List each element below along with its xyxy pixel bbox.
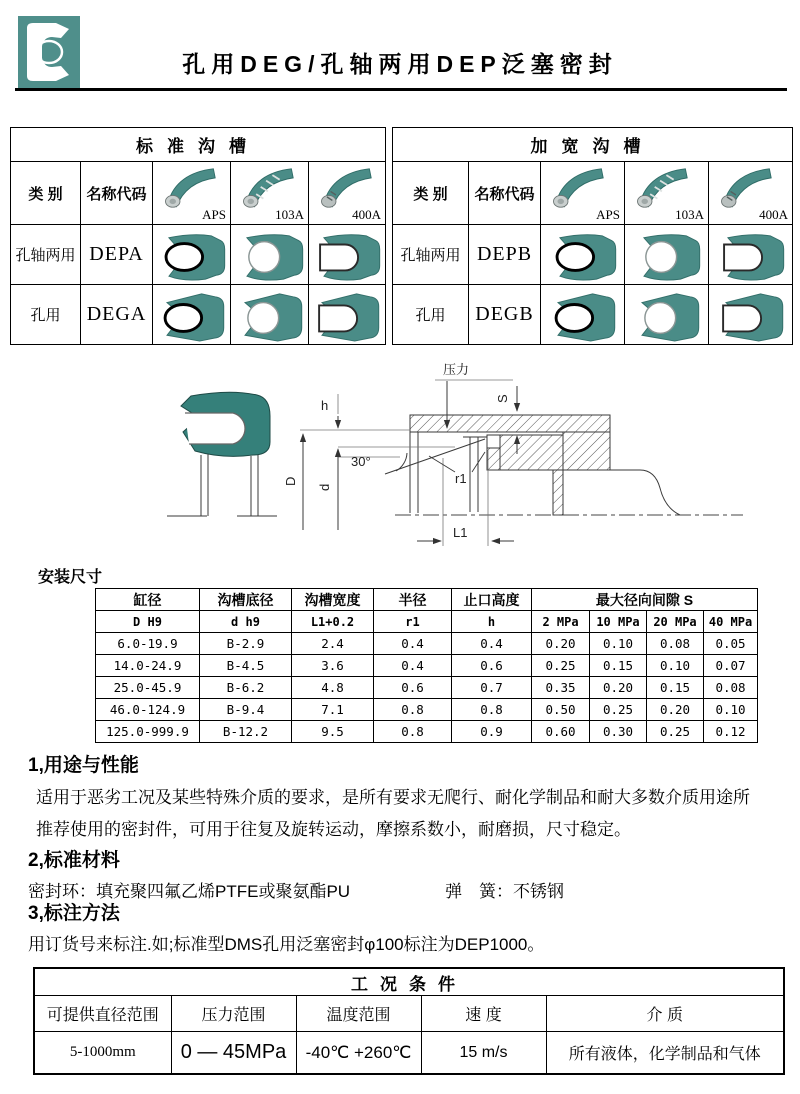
groove-table-title: 标准沟槽 xyxy=(11,128,386,162)
cross-section-cantilever-icon xyxy=(312,232,382,282)
col-header: 沟槽底径 xyxy=(200,589,292,611)
code-cell: DEGA xyxy=(81,285,153,345)
table-row xyxy=(11,285,386,345)
category-cell: 孔轴两用 xyxy=(393,225,469,285)
cell: 0.25 xyxy=(590,699,647,721)
table-row xyxy=(96,611,758,633)
cell: 0.10 xyxy=(704,699,758,721)
code-header: 名称代码 xyxy=(469,162,541,225)
cross-section-cantilever-icon xyxy=(716,292,786,342)
sub-header: 20 MPa xyxy=(647,611,704,633)
table-row xyxy=(96,677,758,699)
section-title-usage: 1,用途与性能 xyxy=(28,755,139,776)
cell: 0.4 xyxy=(374,655,452,677)
cell: 6.0-19.9 xyxy=(96,633,200,655)
standard-groove-table xyxy=(10,127,386,345)
diagram-label-pressure: 压力 xyxy=(443,362,470,377)
table-row xyxy=(11,128,386,162)
diagram-label-clearance: S xyxy=(495,394,510,403)
cross-section-oring-icon xyxy=(548,292,618,342)
speed-value: 15 m/s xyxy=(421,1032,546,1075)
medium-value: 所有液体，化学制品和气体 xyxy=(546,1032,784,1075)
diagram-label-height: h xyxy=(321,398,329,413)
section-body-line: 用订货号来标注.如;标准型DMS孔用泛塞密封φ100标注为DEP1000。 xyxy=(28,935,545,954)
spring-type-cell xyxy=(625,162,708,224)
cell: B-4.5 xyxy=(200,655,292,677)
sub-header: D H9 xyxy=(96,611,200,633)
table-row xyxy=(96,655,758,677)
cell: 0.4 xyxy=(374,633,452,655)
aps-spring-seal-icon xyxy=(549,164,605,208)
cross-section-coil-icon xyxy=(632,292,702,342)
spring-type-label: 103A xyxy=(675,207,704,222)
col-header: 止口高度 xyxy=(452,589,532,611)
cross-section-cantilever-icon xyxy=(312,292,382,342)
diagram-label-groove-dia: d xyxy=(317,483,332,491)
cell: 4.8 xyxy=(292,677,374,699)
temperature-range-value: -40℃ +260℃ xyxy=(296,1032,421,1075)
pressure-range-value: 0 — 45MPa xyxy=(171,1032,296,1075)
page-title: 孔用DEG/孔轴两用DEP泛塞密封 xyxy=(182,51,618,77)
col-header: 可提供直径范围 xyxy=(34,996,171,1032)
diagram-label-bore: D xyxy=(283,476,298,486)
installation-dimensions-table xyxy=(95,588,758,743)
cell: 0.4 xyxy=(452,633,532,655)
section-title-marking: 3,标注方法 xyxy=(28,903,120,924)
cross-section-coil-icon xyxy=(632,232,702,282)
table-row xyxy=(393,128,793,162)
title-rule xyxy=(15,88,787,91)
diameter-range-value: 5-1000mm xyxy=(34,1032,171,1075)
cell: B-12.2 xyxy=(200,721,292,743)
cell: 0.08 xyxy=(647,633,704,655)
spring-type-label: APS xyxy=(202,207,226,222)
cross-section-cantilever-icon xyxy=(716,232,786,282)
category-cell: 孔用 xyxy=(393,285,469,345)
category-cell: 孔轴两用 xyxy=(11,225,81,285)
cell: 0.15 xyxy=(590,655,647,677)
cell: 9.5 xyxy=(292,721,374,743)
working-conditions-table xyxy=(33,967,785,1075)
sub-header: r1 xyxy=(374,611,452,633)
col-header: 缸径 xyxy=(96,589,200,611)
code-cell: DEGB xyxy=(469,285,541,345)
cross-section-oring-icon xyxy=(157,292,227,342)
material-spring: 弹 簧：不锈钢 xyxy=(445,882,565,901)
section-body-line: 推荐使用的密封件，可用于往复及旋转运动，摩擦系数小，耐磨损，尺寸稳定。 xyxy=(36,820,631,839)
spring-type-cell xyxy=(153,162,230,224)
spring-type-label: APS xyxy=(596,207,620,222)
material-seal-ring: 密封环：填充聚四氟乙烯PTFE或聚氨酯PU xyxy=(28,882,351,901)
section-title-materials: 2,标准材料 xyxy=(28,850,120,871)
cell: 0.25 xyxy=(647,721,704,743)
code-cell: DEPA xyxy=(81,225,153,285)
col-header: 压力范围 xyxy=(171,996,296,1032)
diagram-label-angle: 30° xyxy=(351,454,371,469)
cross-section-oring-icon xyxy=(548,232,618,282)
cell: 0.35 xyxy=(532,677,590,699)
table-row xyxy=(393,225,793,285)
code-cell: DEPB xyxy=(469,225,541,285)
cell: 0.07 xyxy=(704,655,758,677)
sub-header: L1+0.2 xyxy=(292,611,374,633)
sub-header: h xyxy=(452,611,532,633)
cell: 7.1 xyxy=(292,699,374,721)
category-cell: 孔用 xyxy=(11,285,81,345)
table-row xyxy=(96,699,758,721)
cell: 0.6 xyxy=(374,677,452,699)
cell: 14.0-24.9 xyxy=(96,655,200,677)
spring-type-cell xyxy=(541,162,624,224)
cell: 0.7 xyxy=(452,677,532,699)
table-row xyxy=(393,285,793,345)
cell: B-6.2 xyxy=(200,677,292,699)
cell: 0.20 xyxy=(532,633,590,655)
diagram-label-groove-width: L1 xyxy=(453,525,468,540)
cross-section-oring-icon xyxy=(157,232,227,282)
spring-type-label: 103A xyxy=(275,207,304,222)
table-row xyxy=(34,1032,784,1075)
table-row xyxy=(96,721,758,743)
aps-spring-seal-icon xyxy=(161,164,217,208)
groove-table-title: 加宽沟槽 xyxy=(393,128,793,162)
cell: 25.0-45.9 xyxy=(96,677,200,699)
cell: 2.4 xyxy=(292,633,374,655)
cell: 0.6 xyxy=(452,655,532,677)
code-header: 名称代码 xyxy=(81,162,153,225)
spring-type-label: 400A xyxy=(352,207,381,222)
coil-spring-seal-icon xyxy=(239,164,295,208)
conditions-title: 工况条件 xyxy=(34,968,784,996)
spring-type-label: 400A xyxy=(759,207,788,222)
col-header: 半径 xyxy=(374,589,452,611)
cell: 0.08 xyxy=(704,677,758,699)
col-header: 介 质 xyxy=(546,996,784,1032)
cell: 0.25 xyxy=(532,655,590,677)
cell: 0.20 xyxy=(590,677,647,699)
spring-type-cell xyxy=(709,162,792,224)
cell: 46.0-124.9 xyxy=(96,699,200,721)
col-header-span: 最大径向间隙 S xyxy=(532,589,758,611)
installation-diagram xyxy=(55,358,745,573)
col-header: 沟槽宽度 xyxy=(292,589,374,611)
sub-header: 2 MPa xyxy=(532,611,590,633)
table-row xyxy=(34,996,784,1032)
table-row xyxy=(34,968,784,996)
cell: 0.10 xyxy=(647,655,704,677)
spring-type-cell xyxy=(231,162,308,224)
cell: 0.20 xyxy=(647,699,704,721)
coil-spring-seal-icon xyxy=(633,164,689,208)
cell: B-2.9 xyxy=(200,633,292,655)
install-dimensions-caption: 安装尺寸 xyxy=(38,569,103,586)
cell: 0.05 xyxy=(704,633,758,655)
cell: 0.15 xyxy=(647,677,704,699)
cantilever-spring-seal-icon xyxy=(717,164,773,208)
table-row xyxy=(96,633,758,655)
table-row xyxy=(96,589,758,611)
cross-section-coil-icon xyxy=(235,232,305,282)
cell: 125.0-999.9 xyxy=(96,721,200,743)
col-header: 速 度 xyxy=(421,996,546,1032)
section-body-line: 适用于恶劣工况及某些特殊介质的要求，是所有要求无爬行、耐化学制品和耐大多数介质用途所 xyxy=(36,788,750,807)
cell: 0.12 xyxy=(704,721,758,743)
table-row xyxy=(11,225,386,285)
cross-section-coil-icon xyxy=(235,292,305,342)
cell: 0.10 xyxy=(590,633,647,655)
table-row xyxy=(11,162,386,225)
category-header: 类 别 xyxy=(11,162,81,225)
sub-header: 10 MPa xyxy=(590,611,647,633)
cell: 0.8 xyxy=(374,721,452,743)
sub-header: d h9 xyxy=(200,611,292,633)
category-header: 类 别 xyxy=(393,162,469,225)
widened-groove-table xyxy=(392,127,793,345)
cell: 0.30 xyxy=(590,721,647,743)
cell: 0.8 xyxy=(452,699,532,721)
cell: 0.8 xyxy=(374,699,452,721)
cell: 0.9 xyxy=(452,721,532,743)
sub-header: 40 MPa xyxy=(704,611,758,633)
col-header: 温度范围 xyxy=(296,996,421,1032)
spring-type-cell xyxy=(309,162,385,224)
cell: B-9.4 xyxy=(200,699,292,721)
cell: 0.50 xyxy=(532,699,590,721)
seal-profile-drawing xyxy=(167,392,277,516)
cell: 3.6 xyxy=(292,655,374,677)
diagram-label-radius: r1 xyxy=(455,471,467,486)
table-row xyxy=(393,162,793,225)
cantilever-spring-seal-icon xyxy=(317,164,373,208)
cell: 0.60 xyxy=(532,721,590,743)
